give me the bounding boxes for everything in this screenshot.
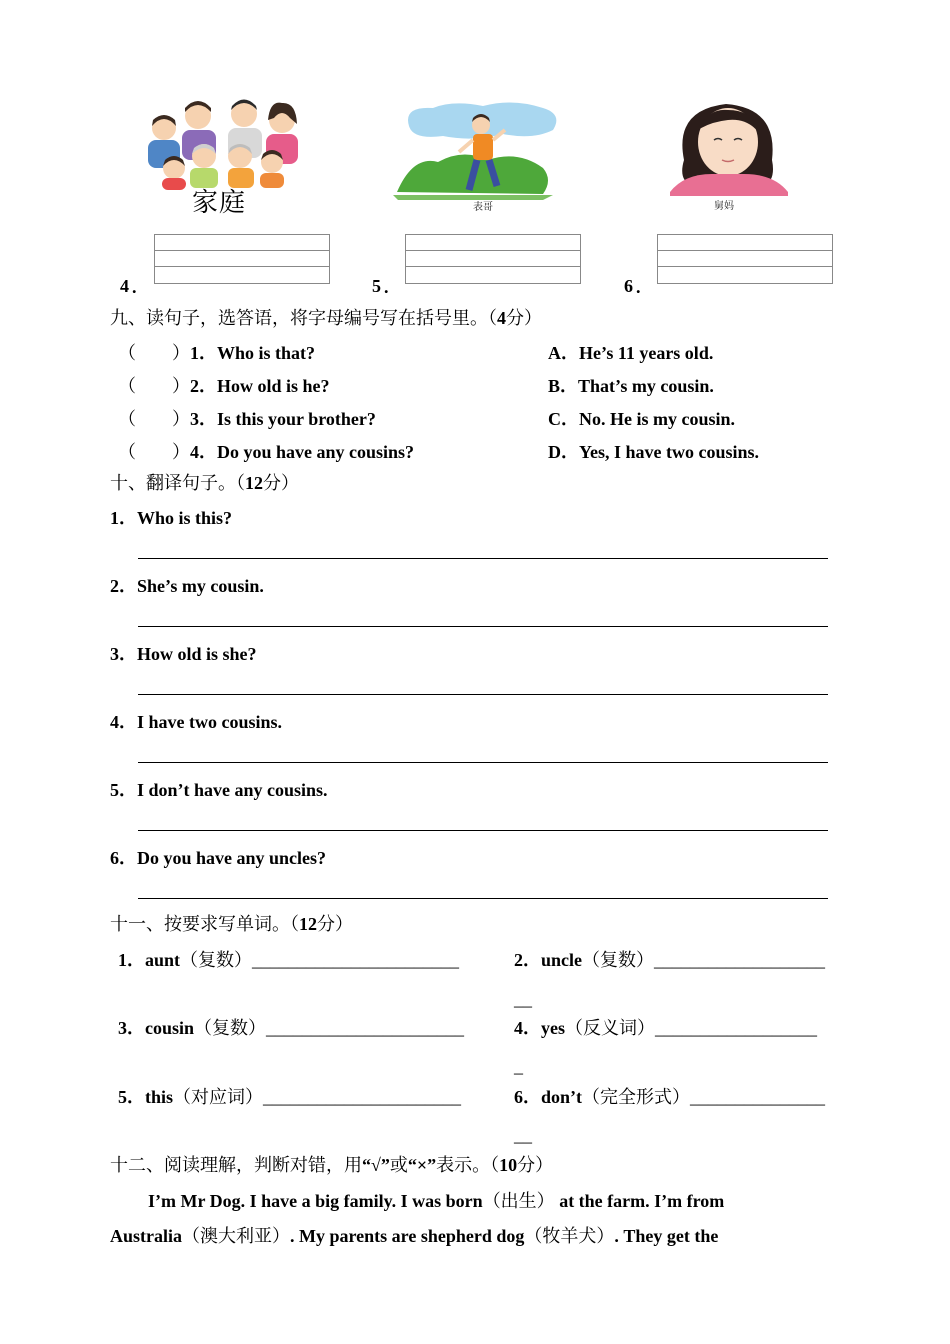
s10-item-4: 4．I have two cousins. <box>110 712 283 732</box>
s9-answer-c: C．No. He is my cousin. <box>548 409 736 429</box>
answer-blank[interactable]: ______________________ <box>266 1018 465 1038</box>
cousin-picture <box>393 100 563 212</box>
s9-answer-a: A．He’s 11 years old. <box>548 343 714 363</box>
s10-item-3: 3．How old is she? <box>110 644 257 664</box>
writing-lines-5[interactable] <box>405 234 581 284</box>
s10-item-5: 5．I don’t have any cousins. <box>110 780 328 800</box>
answer-blank[interactable]: _______________ <box>690 1087 826 1107</box>
section-10-title: 十、翻译句子。（12分） <box>110 473 299 493</box>
s9-question-1: （ ）1．Who is that? <box>118 343 316 363</box>
answer-blank[interactable]: _______________________ <box>252 950 460 970</box>
s9-question-4: （ ）4．Do you have any cousins? <box>118 442 415 462</box>
writing-lines-6[interactable] <box>657 234 833 284</box>
s10-item-2: 2．She’s my cousin. <box>110 576 264 596</box>
translation-line-1[interactable] <box>138 558 828 559</box>
answer-blank[interactable]: __________________ <box>655 1018 817 1038</box>
answer-paren[interactable]: （ ） <box>118 343 190 363</box>
section-11-title: 十一、按要求写单词。（12分） <box>110 914 353 934</box>
aunt-picture <box>664 100 794 212</box>
s11-item-2: 2．uncle（复数）___________________ <box>514 950 826 970</box>
s11-item-6: 6．don’t（完全形式）_______________ <box>514 1087 826 1107</box>
s9-question-2: （ ）2．How old is he? <box>118 376 330 396</box>
answer-paren[interactable]: （ ） <box>118 376 190 396</box>
s10-item-6: 6．Do you have any uncles? <box>110 848 327 868</box>
answer-blank[interactable]: ___________________ <box>654 950 826 970</box>
translation-line-3[interactable] <box>138 694 828 695</box>
reading-line-2: Australia（澳大利亚）. My parents are shepherd dog（牧羊犬）. They get the <box>110 1226 719 1246</box>
s9-answer-d: D．Yes, I have two cousins. <box>548 442 760 462</box>
woman-portrait-icon <box>664 100 794 196</box>
translation-line-5[interactable] <box>138 830 828 831</box>
s11-item-5: 5．this（对应词）______________________ <box>118 1087 462 1107</box>
s11-item-6-cont[interactable]: __ <box>514 1125 532 1145</box>
s11-item-3: 3．cousin（复数）______________________ <box>118 1018 465 1038</box>
reading-line-1: I’m Mr Dog. I have a big family. I was born（出生） at the farm. I’m from <box>148 1191 725 1211</box>
family-caption: 家庭 <box>192 188 247 218</box>
s11-item-2-cont[interactable]: __ <box>514 989 532 1009</box>
s9-answer-b: B．That’s my cousin. <box>548 376 714 396</box>
answer-blank[interactable]: ______________________ <box>263 1087 462 1107</box>
s11-item-4-cont[interactable]: _ <box>514 1056 523 1076</box>
answer-paren[interactable]: （ ） <box>118 442 190 462</box>
family-picture <box>140 98 310 218</box>
translation-line-6[interactable] <box>138 898 828 899</box>
section-12-title: 十二、阅读理解，判断对错，用“√”或“×”表示。（10分） <box>110 1155 554 1175</box>
cousin-caption: 表哥 <box>473 202 493 213</box>
picture-number-4: 4 <box>120 276 129 296</box>
picture-number-6: 6 <box>624 276 633 296</box>
boy-running-icon <box>393 100 563 200</box>
writing-lines-4[interactable] <box>154 234 330 284</box>
translation-line-2[interactable] <box>138 626 828 627</box>
section-9-title: 九、读句子，选答语，将字母编号写在括号里。（4分） <box>110 308 542 328</box>
translation-line-4[interactable] <box>138 762 828 763</box>
s11-item-1: 1．aunt（复数）_______________________ <box>118 950 460 970</box>
s10-item-1: 1．Who is this? <box>110 508 233 528</box>
aunt-caption: 舅妈 <box>714 201 734 212</box>
s11-item-4: 4．yes（反义词）__________________ <box>514 1018 817 1038</box>
picture-number-5: 5 <box>372 276 381 296</box>
answer-paren[interactable]: （ ） <box>118 409 190 429</box>
s9-question-3: （ ）3．Is this your brother? <box>118 409 376 429</box>
